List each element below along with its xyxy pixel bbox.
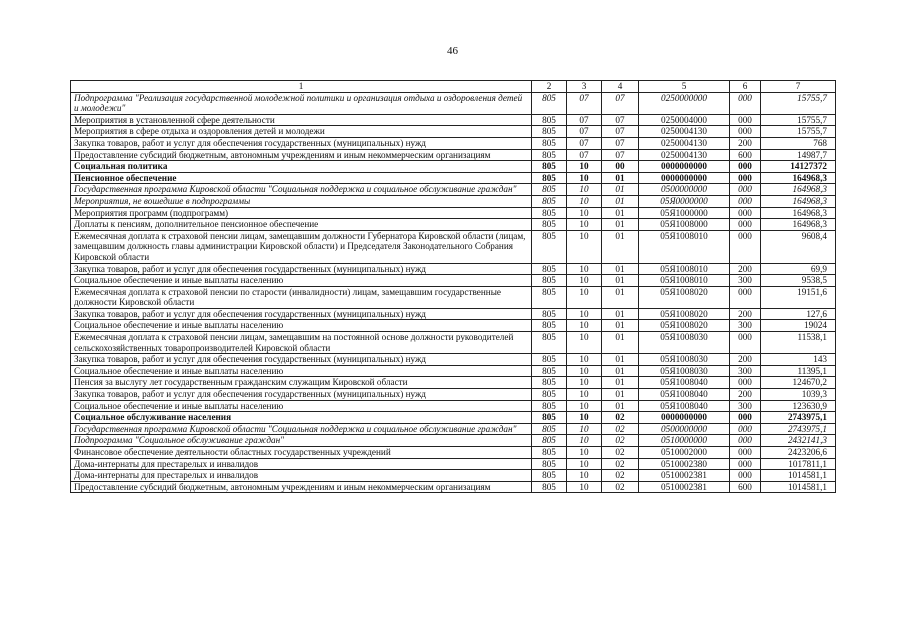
row-target-code-cell: 0500000000 xyxy=(639,184,730,196)
row-expense-type-cell: 200 xyxy=(730,263,761,275)
row-name-cell: Подпрограмма "Социальное обслуживание граждан" xyxy=(71,435,532,447)
row-section-cell: 10 xyxy=(567,435,602,447)
row-section-cell: 07 xyxy=(567,126,602,138)
row-amount-cell: 14987,7 xyxy=(761,149,836,161)
row-name-cell: Закупка товаров, работ и услуг для обеспечения государственных (муниципальных) нужд xyxy=(71,354,532,366)
row-target-code-cell: 05Я1008030 xyxy=(639,332,730,354)
table-row xyxy=(71,412,836,424)
row-expense-type-cell: 200 xyxy=(730,308,761,320)
row-target-code-cell: 0250004130 xyxy=(639,137,730,149)
row-code-cell: 805 xyxy=(532,365,567,377)
row-code-cell: 805 xyxy=(532,308,567,320)
row-amount-cell: 69,9 xyxy=(761,263,836,275)
row-expense-type-cell: 000 xyxy=(730,207,761,219)
row-section-cell: 10 xyxy=(567,320,602,332)
row-target-code-cell: 05Я0000000 xyxy=(639,195,730,207)
row-name-cell: Подпрограмма "Реализация государственной молодежной политики и организация отдыха и оздоровления детей и молодежи" xyxy=(71,92,532,114)
row-expense-type-cell: 000 xyxy=(730,377,761,389)
row-amount-cell: 123630,9 xyxy=(761,400,836,412)
row-target-code-cell: 05Я1008020 xyxy=(639,320,730,332)
row-code-cell: 805 xyxy=(532,332,567,354)
row-subsection-cell: 07 xyxy=(602,149,639,161)
row-section-cell: 10 xyxy=(567,412,602,424)
row-section-cell: 10 xyxy=(567,219,602,231)
row-expense-type-cell: 000 xyxy=(730,195,761,207)
table-body xyxy=(71,92,836,493)
row-amount-cell: 164968,3 xyxy=(761,207,836,219)
row-amount-cell: 1014581,1 xyxy=(761,470,836,482)
table-row xyxy=(71,435,836,447)
row-code-cell: 805 xyxy=(532,286,567,308)
row-code-cell: 805 xyxy=(532,114,567,126)
row-amount-cell: 19024 xyxy=(761,320,836,332)
row-name-cell: Закупка товаров, работ и услуг для обеспечения государственных (муниципальных) нужд xyxy=(71,308,532,320)
row-code-cell: 805 xyxy=(532,230,567,263)
row-code-cell: 805 xyxy=(532,447,567,459)
row-subsection-cell: 01 xyxy=(602,263,639,275)
row-section-cell: 10 xyxy=(567,458,602,470)
row-section-cell: 10 xyxy=(567,400,602,412)
row-subsection-cell: 01 xyxy=(602,172,639,184)
row-section-cell: 10 xyxy=(567,389,602,401)
row-section-cell: 07 xyxy=(567,114,602,126)
row-target-code-cell: 05Я1008020 xyxy=(639,308,730,320)
table-row xyxy=(71,365,836,377)
row-expense-type-cell: 000 xyxy=(730,92,761,114)
row-name-cell: Мероприятия, не вошедшие в подпрограммы xyxy=(71,195,532,207)
row-code-cell: 805 xyxy=(532,92,567,114)
row-expense-type-cell: 000 xyxy=(730,286,761,308)
row-amount-cell: 1039,3 xyxy=(761,389,836,401)
row-expense-type-cell: 600 xyxy=(730,481,761,493)
table-row xyxy=(71,207,836,219)
table-row xyxy=(71,332,836,354)
row-amount-cell: 127,6 xyxy=(761,308,836,320)
row-subsection-cell: 01 xyxy=(602,308,639,320)
row-section-cell: 10 xyxy=(567,332,602,354)
row-target-code-cell: 0250004130 xyxy=(639,149,730,161)
row-section-cell: 10 xyxy=(567,470,602,482)
row-section-cell: 10 xyxy=(567,354,602,366)
row-amount-cell: 14127372 xyxy=(761,161,836,173)
header-row xyxy=(71,81,836,93)
row-subsection-cell: 01 xyxy=(602,286,639,308)
column-header: 3 xyxy=(567,81,602,93)
row-target-code-cell: 0500000000 xyxy=(639,423,730,435)
row-subsection-cell: 01 xyxy=(602,365,639,377)
row-amount-cell: 1017811,1 xyxy=(761,458,836,470)
row-code-cell: 805 xyxy=(532,172,567,184)
row-code-cell: 805 xyxy=(532,354,567,366)
row-section-cell: 10 xyxy=(567,377,602,389)
row-target-code-cell: 0000000000 xyxy=(639,412,730,424)
row-name-cell: Закупка товаров, работ и услуг для обеспечения государственных (муниципальных) нужд xyxy=(71,263,532,275)
row-name-cell: Социальная политика xyxy=(71,161,532,173)
table-row xyxy=(71,263,836,275)
row-name-cell: Социальное обеспечение и иные выплаты населению xyxy=(71,275,532,287)
row-subsection-cell: 01 xyxy=(602,354,639,366)
row-subsection-cell: 01 xyxy=(602,389,639,401)
row-name-cell: Закупка товаров, работ и услуг для обеспечения государственных (муниципальных) нужд xyxy=(71,137,532,149)
table-row xyxy=(71,458,836,470)
row-name-cell: Ежемесячная доплата к страховой пенсии по старости (инвалидности) лицам, замещавшим государственные должности Кировской области xyxy=(71,286,532,308)
row-code-cell: 805 xyxy=(532,389,567,401)
row-name-cell: Пенсия за выслугу лет государственным гражданским служащим Кировской области xyxy=(71,377,532,389)
row-target-code-cell: 0510002381 xyxy=(639,470,730,482)
row-name-cell: Пенсионное обеспечение xyxy=(71,172,532,184)
row-code-cell: 805 xyxy=(532,149,567,161)
row-name-cell: Мероприятия в установленной сфере деятельности xyxy=(71,114,532,126)
row-name-cell: Государственная программа Кировской области "Социальная поддержка и социальное обслуживание граждан" xyxy=(71,184,532,196)
row-expense-type-cell: 300 xyxy=(730,365,761,377)
table-row xyxy=(71,470,836,482)
table-row xyxy=(71,230,836,263)
row-expense-type-cell: 200 xyxy=(730,389,761,401)
table-row xyxy=(71,389,836,401)
row-name-cell: Предоставление субсидий бюджетным, автономным учреждениям и иным некоммерческим организациям xyxy=(71,481,532,493)
row-amount-cell: 2432141,3 xyxy=(761,435,836,447)
row-subsection-cell: 07 xyxy=(602,137,639,149)
row-amount-cell: 164968,3 xyxy=(761,219,836,231)
budget-table xyxy=(70,80,836,493)
row-amount-cell: 1014581,1 xyxy=(761,481,836,493)
row-expense-type-cell: 200 xyxy=(730,137,761,149)
row-amount-cell: 11395,1 xyxy=(761,365,836,377)
row-target-code-cell: 05Я1008040 xyxy=(639,400,730,412)
row-section-cell: 10 xyxy=(567,207,602,219)
row-target-code-cell: 05Я1008040 xyxy=(639,389,730,401)
row-amount-cell: 11538,1 xyxy=(761,332,836,354)
table-row xyxy=(71,423,836,435)
row-code-cell: 805 xyxy=(532,435,567,447)
row-section-cell: 10 xyxy=(567,481,602,493)
row-expense-type-cell: 000 xyxy=(730,172,761,184)
table-row xyxy=(71,447,836,459)
row-expense-type-cell: 000 xyxy=(730,447,761,459)
row-amount-cell: 2743975,1 xyxy=(761,423,836,435)
row-expense-type-cell: 600 xyxy=(730,149,761,161)
row-target-code-cell: 0510002380 xyxy=(639,458,730,470)
row-section-cell: 10 xyxy=(567,184,602,196)
row-subsection-cell: 00 xyxy=(602,161,639,173)
row-amount-cell: 164968,3 xyxy=(761,195,836,207)
row-target-code-cell: 05Я1008000 xyxy=(639,219,730,231)
row-section-cell: 10 xyxy=(567,230,602,263)
row-subsection-cell: 01 xyxy=(602,219,639,231)
row-target-code-cell: 0510002381 xyxy=(639,481,730,493)
row-code-cell: 805 xyxy=(532,219,567,231)
row-subsection-cell: 02 xyxy=(602,423,639,435)
row-code-cell: 805 xyxy=(532,320,567,332)
row-target-code-cell: 0250000000 xyxy=(639,92,730,114)
row-section-cell: 07 xyxy=(567,92,602,114)
column-header: 2 xyxy=(532,81,567,93)
row-subsection-cell: 07 xyxy=(602,114,639,126)
row-code-cell: 805 xyxy=(532,161,567,173)
row-amount-cell: 15755,7 xyxy=(761,114,836,126)
row-section-cell: 10 xyxy=(567,308,602,320)
row-expense-type-cell: 200 xyxy=(730,354,761,366)
row-name-cell: Закупка товаров, работ и услуг для обеспечения государственных (муниципальных) нужд xyxy=(71,389,532,401)
table-row xyxy=(71,481,836,493)
row-section-cell: 07 xyxy=(567,149,602,161)
row-amount-cell: 15755,7 xyxy=(761,126,836,138)
row-expense-type-cell: 000 xyxy=(730,435,761,447)
row-expense-type-cell: 300 xyxy=(730,275,761,287)
row-expense-type-cell: 000 xyxy=(730,470,761,482)
row-name-cell: Дома-интернаты для престарелых и инвалидов xyxy=(71,470,532,482)
row-amount-cell: 2743975,1 xyxy=(761,412,836,424)
row-name-cell: Ежемесячная доплата к страховой пенсии лицам, замещавшим на постоянной основе должности руководителей сельскохозяйственных товаропроизводителей Кировской области xyxy=(71,332,532,354)
row-code-cell: 805 xyxy=(532,275,567,287)
row-section-cell: 10 xyxy=(567,275,602,287)
page-number: 46 xyxy=(447,45,458,57)
row-subsection-cell: 02 xyxy=(602,458,639,470)
row-target-code-cell: 05Я1008030 xyxy=(639,365,730,377)
row-subsection-cell: 02 xyxy=(602,435,639,447)
row-target-code-cell: 0510002000 xyxy=(639,447,730,459)
row-subsection-cell: 01 xyxy=(602,184,639,196)
row-expense-type-cell: 300 xyxy=(730,320,761,332)
table-row xyxy=(71,308,836,320)
row-amount-cell: 143 xyxy=(761,354,836,366)
row-amount-cell: 9538,5 xyxy=(761,275,836,287)
row-code-cell: 805 xyxy=(532,377,567,389)
row-target-code-cell: 0250004130 xyxy=(639,126,730,138)
row-target-code-cell: 05Я1008030 xyxy=(639,354,730,366)
row-amount-cell: 2423206,6 xyxy=(761,447,836,459)
row-code-cell: 805 xyxy=(532,126,567,138)
table-row xyxy=(71,354,836,366)
row-target-code-cell: 05Я1008010 xyxy=(639,275,730,287)
row-code-cell: 805 xyxy=(532,412,567,424)
row-code-cell: 805 xyxy=(532,400,567,412)
row-section-cell: 10 xyxy=(567,195,602,207)
row-expense-type-cell: 000 xyxy=(730,161,761,173)
row-name-cell: Ежемесячная доплата к страховой пенсии лицам, замещавшим должности Губернатора Кировской области (лицам, замещавшим должность главы администрации Кировской области) и Председателя Законодательного Собрания Кировской области xyxy=(71,230,532,263)
row-subsection-cell: 02 xyxy=(602,481,639,493)
table-row xyxy=(71,377,836,389)
row-code-cell: 805 xyxy=(532,137,567,149)
row-amount-cell: 164968,3 xyxy=(761,184,836,196)
table-row xyxy=(71,195,836,207)
row-section-cell: 10 xyxy=(567,172,602,184)
row-code-cell: 805 xyxy=(532,458,567,470)
row-expense-type-cell: 000 xyxy=(730,126,761,138)
table-row xyxy=(71,149,836,161)
row-subsection-cell: 01 xyxy=(602,207,639,219)
row-amount-cell: 9608,4 xyxy=(761,230,836,263)
table-row xyxy=(71,126,836,138)
row-amount-cell: 15755,7 xyxy=(761,92,836,114)
row-name-cell: Мероприятия программ (подпрограмм) xyxy=(71,207,532,219)
column-header: 7 xyxy=(761,81,836,93)
table-row xyxy=(71,320,836,332)
row-subsection-cell: 01 xyxy=(602,195,639,207)
row-code-cell: 805 xyxy=(532,207,567,219)
column-header: 1 xyxy=(71,81,532,93)
row-subsection-cell: 02 xyxy=(602,470,639,482)
row-target-code-cell: 05Я1008010 xyxy=(639,263,730,275)
row-section-cell: 10 xyxy=(567,286,602,308)
row-section-cell: 10 xyxy=(567,447,602,459)
row-code-cell: 805 xyxy=(532,481,567,493)
row-amount-cell: 768 xyxy=(761,137,836,149)
row-section-cell: 10 xyxy=(567,365,602,377)
row-name-cell: Дома-интернаты для престарелых и инвалидов xyxy=(71,458,532,470)
row-target-code-cell: 05Я1008010 xyxy=(639,230,730,263)
row-subsection-cell: 01 xyxy=(602,400,639,412)
row-subsection-cell: 01 xyxy=(602,332,639,354)
row-expense-type-cell: 000 xyxy=(730,230,761,263)
table-row xyxy=(71,275,836,287)
table-row xyxy=(71,137,836,149)
table-row xyxy=(71,184,836,196)
row-subsection-cell: 02 xyxy=(602,447,639,459)
row-code-cell: 805 xyxy=(532,470,567,482)
row-expense-type-cell: 000 xyxy=(730,219,761,231)
row-name-cell: Социальное обеспечение и иные выплаты населению xyxy=(71,400,532,412)
row-target-code-cell: 0250004000 xyxy=(639,114,730,126)
row-name-cell: Социальное обслуживание населения xyxy=(71,412,532,424)
row-amount-cell: 19151,6 xyxy=(761,286,836,308)
table-row xyxy=(71,286,836,308)
row-target-code-cell: 05Я1008040 xyxy=(639,377,730,389)
column-header: 4 xyxy=(602,81,639,93)
row-subsection-cell: 01 xyxy=(602,320,639,332)
row-subsection-cell: 07 xyxy=(602,92,639,114)
row-subsection-cell: 01 xyxy=(602,377,639,389)
row-expense-type-cell: 300 xyxy=(730,400,761,412)
row-expense-type-cell: 000 xyxy=(730,332,761,354)
row-section-cell: 10 xyxy=(567,423,602,435)
row-expense-type-cell: 000 xyxy=(730,423,761,435)
row-subsection-cell: 02 xyxy=(602,412,639,424)
row-target-code-cell: 05Я1008020 xyxy=(639,286,730,308)
row-name-cell: Финансовое обеспечение деятельности областных государственных учреждений xyxy=(71,447,532,459)
table-row xyxy=(71,400,836,412)
row-section-cell: 07 xyxy=(567,137,602,149)
row-name-cell: Мероприятия в сфере отдыха и оздоровления детей и молодежи xyxy=(71,126,532,138)
row-name-cell: Социальное обеспечение и иные выплаты населению xyxy=(71,320,532,332)
row-subsection-cell: 01 xyxy=(602,275,639,287)
row-name-cell: Предоставление субсидий бюджетным, автономным учреждениям и иным некоммерческим организациям xyxy=(71,149,532,161)
row-section-cell: 10 xyxy=(567,263,602,275)
row-target-code-cell: 0510000000 xyxy=(639,435,730,447)
row-name-cell: Государственная программа Кировской области "Социальная поддержка и социальное обслуживание граждан" xyxy=(71,423,532,435)
table-row xyxy=(71,114,836,126)
row-expense-type-cell: 000 xyxy=(730,458,761,470)
row-target-code-cell: 0000000000 xyxy=(639,172,730,184)
column-header: 5 xyxy=(639,81,730,93)
row-name-cell: Доплаты к пенсиям, дополнительное пенсионное обеспечение xyxy=(71,219,532,231)
row-target-code-cell: 0000000000 xyxy=(639,161,730,173)
row-name-cell: Социальное обеспечение и иные выплаты населению xyxy=(71,365,532,377)
row-code-cell: 805 xyxy=(532,263,567,275)
row-expense-type-cell: 000 xyxy=(730,184,761,196)
row-expense-type-cell: 000 xyxy=(730,114,761,126)
row-code-cell: 805 xyxy=(532,184,567,196)
row-amount-cell: 124670,2 xyxy=(761,377,836,389)
row-code-cell: 805 xyxy=(532,195,567,207)
row-target-code-cell: 05Я1000000 xyxy=(639,207,730,219)
table-row xyxy=(71,219,836,231)
row-subsection-cell: 01 xyxy=(602,230,639,263)
table-row xyxy=(71,161,836,173)
row-expense-type-cell: 000 xyxy=(730,412,761,424)
row-subsection-cell: 07 xyxy=(602,126,639,138)
row-code-cell: 805 xyxy=(532,423,567,435)
table-row xyxy=(71,172,836,184)
row-section-cell: 10 xyxy=(567,161,602,173)
row-amount-cell: 164968,3 xyxy=(761,172,836,184)
column-header: 6 xyxy=(730,81,761,93)
table-row xyxy=(71,92,836,114)
